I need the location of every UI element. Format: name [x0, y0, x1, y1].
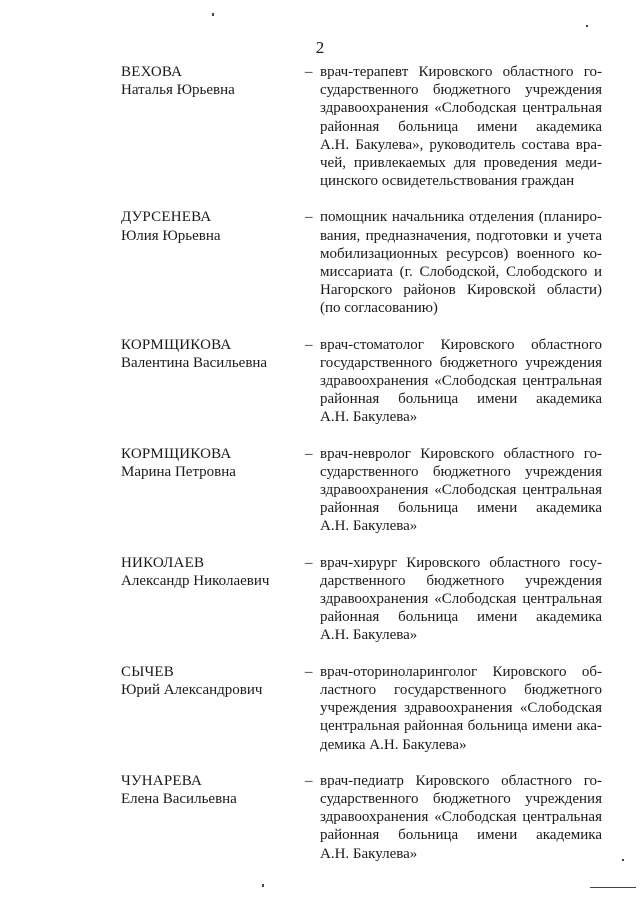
member-given-names: Наталья Юрьевна [121, 82, 235, 99]
member-position [320, 63, 602, 190]
position-line: здравоохранения «Слободская центральная [320, 591, 602, 608]
member-position [320, 336, 602, 427]
member-given-names: Валентина Васильевна [121, 354, 268, 371]
member-name [121, 772, 237, 808]
position-line: дарственного бюджетного учреждения [320, 572, 602, 589]
member-position [320, 554, 602, 645]
member-surname: ЧУНАРЕВА [121, 772, 203, 789]
position-line: сударственного бюджетного учреждения [320, 790, 602, 807]
scan-edge-line [590, 887, 636, 888]
member-entry [0, 445, 640, 536]
position-line: врач-терапевт Кировского областного го- [320, 64, 602, 80]
position-line: государственного бюджетного учреждения [320, 354, 602, 371]
position-line: врач-хирург Кировского областного госу- [320, 554, 602, 571]
position-line: здравоохранения «Слободская центральная [320, 482, 602, 499]
commission-member-list [0, 63, 640, 863]
position-line: учреждения здравоохранения «Слободская [320, 700, 602, 717]
dash-separator: – [305, 554, 313, 571]
member-entry [0, 208, 640, 317]
position-line: районная больница имени академика [320, 391, 602, 408]
member-position [320, 772, 602, 863]
position-line: врач-оториноларинголог Кировского об- [320, 663, 602, 680]
position-line: А.Н. Бакулева», руководитель состава вра- [320, 136, 602, 153]
dash-separator: – [305, 336, 313, 353]
member-given-names: Юлия Юрьевна [121, 227, 221, 244]
position-line: мобилизационных ресурсов) военного ко- [320, 245, 602, 262]
scan-speck [622, 859, 624, 861]
position-line: демика А.Н. Бакулева» [320, 736, 467, 753]
scan-speck [262, 884, 264, 887]
dash-separator: – [305, 663, 313, 680]
position-line: А.Н. Бакулева» [320, 518, 418, 535]
dash-separator: – [305, 445, 313, 462]
position-line: Нагорского районов Кировской области) [320, 282, 602, 299]
position-line: районная больница имени академика [320, 118, 602, 135]
member-surname: СЫЧЕВ [121, 663, 175, 680]
member-name [121, 336, 267, 372]
member-surname: КОРМЩИКОВА [121, 336, 232, 353]
member-given-names: Елена Васильевна [121, 790, 237, 807]
position-line: миссариата (г. Слободской, Слободского и [320, 264, 602, 281]
position-line: ластного государственного бюджетного [320, 681, 602, 698]
position-line: А.Н. Бакулева» [320, 627, 418, 644]
position-line: (по согласованию) [320, 300, 438, 317]
dash-separator: – [305, 772, 313, 789]
position-line: врач-стоматолог Кировского областного [320, 336, 602, 353]
member-entry [0, 663, 640, 754]
position-line: сударственного бюджетного учреждения [320, 82, 602, 99]
page-number: 2 [315, 38, 325, 57]
position-line: сударственного бюджетного учреждения [320, 463, 602, 480]
position-line: вания, предназначения, подготовки и учета [320, 227, 602, 244]
member-surname: ВЕХОВА [121, 64, 183, 80]
position-line: районная больница имени академика [320, 500, 602, 517]
scan-speck [586, 25, 588, 27]
position-line: А.Н. Бакулева» [320, 845, 418, 862]
member-surname: НИКОЛАЕВ [121, 554, 205, 571]
scan-speck [212, 13, 214, 16]
member-entry [0, 554, 640, 645]
member-surname: КОРМЩИКОВА [121, 445, 232, 462]
position-line: центральная районная больница имени ака- [320, 718, 602, 735]
member-entry [0, 336, 640, 427]
member-name [121, 554, 269, 590]
member-given-names: Марина Петровна [121, 463, 236, 480]
position-line: здравоохранения «Слободская центральная [320, 100, 602, 117]
member-name [121, 208, 221, 244]
dash-separator: – [305, 64, 313, 80]
position-line: врач-педиатр Кировского областного го- [320, 772, 602, 789]
position-line: районная больница имени академика [320, 609, 602, 626]
member-entry [0, 772, 640, 863]
member-position [320, 445, 602, 536]
position-line: А.Н. Бакулева» [320, 409, 418, 426]
member-name [121, 445, 236, 481]
position-line: районная больница имени академика [320, 827, 602, 844]
position-line: здравоохранения «Слободская центральная [320, 373, 602, 390]
position-line: цинского освидетельствования граждан [320, 173, 575, 190]
member-name [121, 663, 262, 699]
position-line: врач-невролог Кировского областного го- [320, 445, 602, 462]
member-position [320, 663, 602, 754]
member-surname: ДУРСЕНЕВА [121, 209, 212, 226]
member-entry [0, 63, 640, 190]
position-line: помощник начальника отделения (планиро- [320, 209, 602, 226]
position-line: чей, привлекаемых для проведения меди- [320, 155, 602, 172]
member-given-names: Александр Николаевич [121, 572, 270, 589]
member-position [320, 208, 602, 317]
position-line: здравоохранения «Слободская центральная [320, 809, 602, 826]
member-name [121, 63, 235, 99]
member-given-names: Юрий Александрович [121, 681, 263, 698]
dash-separator: – [305, 209, 313, 226]
